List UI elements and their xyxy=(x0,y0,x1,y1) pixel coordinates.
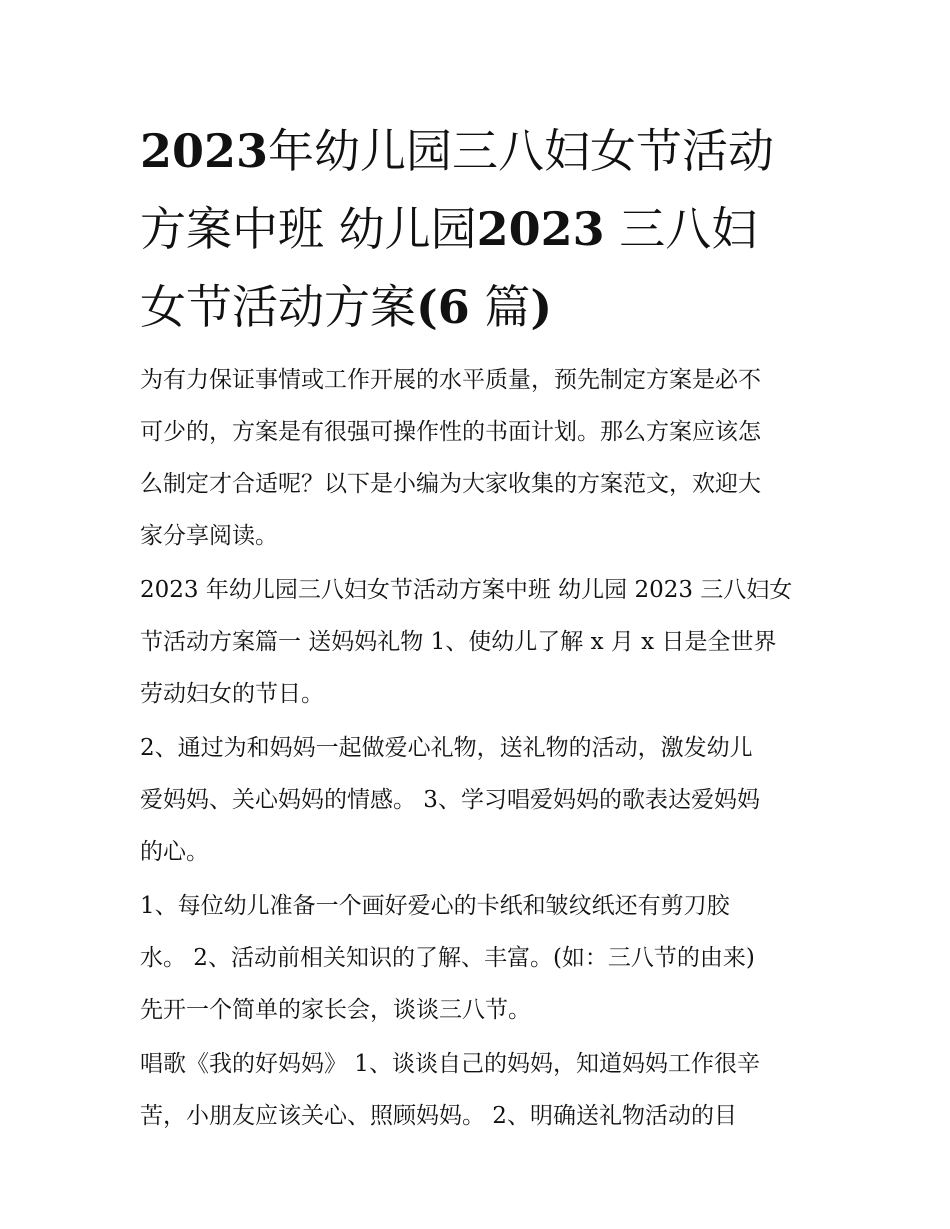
document-body xyxy=(140,354,820,1142)
title-segment: 2023 xyxy=(476,202,605,256)
paragraph-line: 苦，小朋友应该关心、照顾妈妈。 2、明确送礼物活动的目 xyxy=(140,1103,737,1129)
paragraph xyxy=(140,722,820,878)
paragraph xyxy=(140,564,820,720)
paragraph-line: 家分享阅读。 xyxy=(140,523,278,549)
paragraph-line: 可少的，方案是有很强可操作性的书面计划。那么方案应该怎 xyxy=(140,419,761,445)
title-segment: (6 xyxy=(416,280,470,334)
paragraph-line: 劳动妇女的节日。 xyxy=(140,681,324,707)
title-segment: 年幼儿园三八妇女节活动 xyxy=(268,124,775,178)
title-line xyxy=(140,190,820,268)
paragraph-line: 唱歌《我的好妈妈》 1、谈谈自己的妈妈，知道妈妈工作很辛 xyxy=(140,1051,760,1077)
paragraph-line: 么制定才合适呢？以下是小编为大家收集的方案范文，欢迎大 xyxy=(140,471,761,497)
title-segment: 女节活动方案 xyxy=(140,280,416,334)
document-page xyxy=(140,112,820,1144)
title-line xyxy=(140,112,820,190)
title-segment: 2023 xyxy=(140,124,269,178)
title-segment: ) xyxy=(530,280,553,334)
title-segment: 三八妇 xyxy=(604,202,758,256)
title-line xyxy=(140,268,820,346)
paragraph-line: 先开一个简单的家长会，谈谈三八节。 xyxy=(140,997,531,1023)
title-segment: 篇 xyxy=(469,280,531,334)
paragraph-line: 2023 年幼儿园三八妇女节活动方案中班 幼儿园 2023 三八妇女 xyxy=(140,577,793,603)
paragraph-line: 水。 2、活动前相关知识的了解、丰富。(如：三八节的由来) xyxy=(140,945,755,971)
paragraph-line: 爱妈妈、关心妈妈的情感。 3、学习唱爱妈妈的歌表达爱妈妈 xyxy=(140,787,760,813)
paragraph-line: 1、每位幼儿准备一个画好爱心的卡纸和皱纹纸还有剪刀胶 xyxy=(140,893,730,919)
paragraph xyxy=(140,1038,820,1142)
paragraph-line: 节活动方案篇一 送妈妈礼物 1、使幼儿了解 x 月 x 日是全世界 xyxy=(140,629,777,655)
document-title xyxy=(140,112,820,346)
paragraph-line: 为有力保证事情或工作开展的水平质量，预先制定方案是必不 xyxy=(140,367,761,393)
paragraph xyxy=(140,880,820,1036)
paragraph-line: 2、通过为和妈妈一起做爱心礼物，送礼物的活动，激发幼儿 xyxy=(140,735,753,761)
paragraph xyxy=(140,354,820,562)
title-segment: 方案中班 幼儿园 xyxy=(140,202,477,256)
paragraph-line: 的心。 xyxy=(140,839,209,865)
